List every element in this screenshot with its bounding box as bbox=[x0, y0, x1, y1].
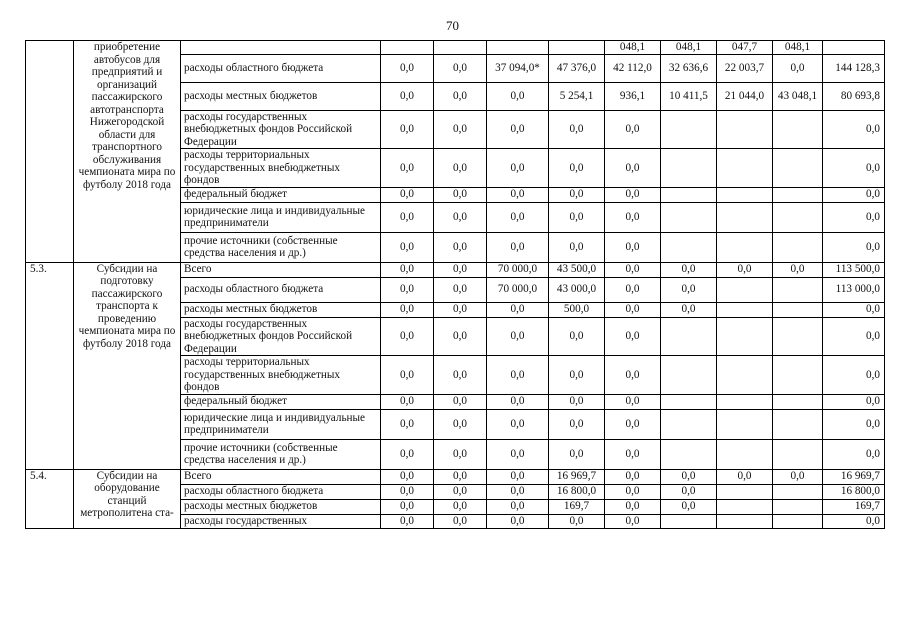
year-value: 10 411,5 bbox=[661, 82, 717, 110]
year-value: 0,0 bbox=[487, 149, 549, 188]
year-value: 500,0 bbox=[549, 302, 605, 317]
year-value: 0,0 bbox=[549, 356, 605, 395]
year-value: 32 636,6 bbox=[661, 54, 717, 82]
year-value: 0,0 bbox=[549, 394, 605, 409]
year-value bbox=[661, 110, 717, 149]
year-value: 0,0 bbox=[661, 262, 717, 277]
year-value bbox=[717, 409, 773, 439]
year-value bbox=[661, 232, 717, 262]
total-value: 0,0 bbox=[823, 110, 885, 149]
year-value bbox=[773, 277, 823, 302]
year-value: 0,0 bbox=[434, 149, 487, 188]
total-value: 0,0 bbox=[823, 439, 885, 469]
total-value: 0,0 bbox=[823, 317, 885, 356]
year-value: 0,0 bbox=[549, 232, 605, 262]
funding-source: расходы местных бюджетов bbox=[181, 82, 381, 110]
year-value: 0,0 bbox=[434, 82, 487, 110]
year-value bbox=[434, 41, 487, 55]
total-value: 16 800,0 bbox=[823, 484, 885, 499]
year-value bbox=[717, 514, 773, 528]
funding-source: расходы государственных внебюджетных фондов Российской Федерации bbox=[181, 317, 381, 356]
year-value: 0,0 bbox=[487, 202, 549, 232]
year-value: 0,0 bbox=[381, 356, 434, 395]
section-number bbox=[26, 41, 74, 263]
year-value bbox=[661, 202, 717, 232]
year-value: 43 048,1 bbox=[773, 82, 823, 110]
total-value: 113 500,0 bbox=[823, 262, 885, 277]
year-value bbox=[773, 302, 823, 317]
year-value: 0,0 bbox=[605, 262, 661, 277]
funding-source: юридические лица и индивидуальные предприниматели bbox=[181, 202, 381, 232]
year-value bbox=[549, 41, 605, 55]
year-value: 048,1 bbox=[661, 41, 717, 55]
total-value: 0,0 bbox=[823, 187, 885, 202]
year-value: 0,0 bbox=[381, 187, 434, 202]
year-value: 0,0 bbox=[434, 202, 487, 232]
year-value: 0,0 bbox=[487, 302, 549, 317]
year-value bbox=[661, 187, 717, 202]
year-value bbox=[661, 514, 717, 528]
total-value: 80 693,8 bbox=[823, 82, 885, 110]
year-value bbox=[661, 317, 717, 356]
year-value: 0,0 bbox=[434, 499, 487, 514]
funding-source: прочие источники (собственные средства населения и др.) bbox=[181, 439, 381, 469]
year-value bbox=[661, 409, 717, 439]
year-value: 0,0 bbox=[605, 394, 661, 409]
year-value: 0,0 bbox=[381, 409, 434, 439]
year-value: 0,0 bbox=[661, 484, 717, 499]
measure-name: приобретение автобусов для предприятий и организаций пассажирского автотранспорта Нижегородской области для транспортного обслуживания чемпионата мира по футболу 2018 года bbox=[74, 41, 181, 263]
year-value: 0,0 bbox=[434, 54, 487, 82]
year-value: 0,0 bbox=[381, 82, 434, 110]
total-value: 0,0 bbox=[823, 356, 885, 395]
year-value: 0,0 bbox=[381, 394, 434, 409]
year-value: 0,0 bbox=[549, 514, 605, 528]
year-value: 0,0 bbox=[381, 110, 434, 149]
year-value: 0,0 bbox=[605, 514, 661, 528]
year-value: 0,0 bbox=[605, 149, 661, 188]
funding-source: расходы местных бюджетов bbox=[181, 302, 381, 317]
year-value: 0,0 bbox=[549, 439, 605, 469]
funding-source: Всего bbox=[181, 469, 381, 484]
year-value bbox=[717, 356, 773, 395]
total-value: 16 969,7 bbox=[823, 469, 885, 484]
year-value: 0,0 bbox=[381, 232, 434, 262]
year-value: 43 000,0 bbox=[549, 277, 605, 302]
year-value: 0,0 bbox=[434, 484, 487, 499]
total-value: 0,0 bbox=[823, 394, 885, 409]
year-value: 0,0 bbox=[487, 409, 549, 439]
year-value: 0,0 bbox=[605, 469, 661, 484]
year-value: 0,0 bbox=[605, 409, 661, 439]
year-value: 0,0 bbox=[773, 54, 823, 82]
funding-source: расходы областного бюджета bbox=[181, 277, 381, 302]
total-value: 0,0 bbox=[823, 202, 885, 232]
year-value: 0,0 bbox=[717, 262, 773, 277]
year-value: 0,0 bbox=[605, 499, 661, 514]
year-value bbox=[717, 317, 773, 356]
year-value: 0,0 bbox=[717, 469, 773, 484]
table-row bbox=[26, 469, 885, 484]
year-value: 22 003,7 bbox=[717, 54, 773, 82]
year-value: 936,1 bbox=[605, 82, 661, 110]
year-value bbox=[661, 356, 717, 395]
year-value: 0,0 bbox=[381, 317, 434, 356]
budget-table bbox=[25, 40, 885, 529]
year-value: 0,0 bbox=[381, 484, 434, 499]
year-value: 0,0 bbox=[487, 187, 549, 202]
year-value: 0,0 bbox=[434, 409, 487, 439]
year-value bbox=[717, 484, 773, 499]
year-value bbox=[773, 439, 823, 469]
funding-source: расходы государственных внебюджетных фондов Российской Федерации bbox=[181, 110, 381, 149]
year-value: 0,0 bbox=[605, 110, 661, 149]
year-value: 0,0 bbox=[605, 277, 661, 302]
year-value bbox=[773, 187, 823, 202]
funding-source: юридические лица и индивидуальные предприниматели bbox=[181, 409, 381, 439]
total-value: 0,0 bbox=[823, 232, 885, 262]
year-value bbox=[661, 149, 717, 188]
year-value: 42 112,0 bbox=[605, 54, 661, 82]
year-value: 0,0 bbox=[434, 469, 487, 484]
year-value: 0,0 bbox=[381, 262, 434, 277]
year-value: 0,0 bbox=[487, 232, 549, 262]
year-value bbox=[773, 499, 823, 514]
year-value bbox=[773, 514, 823, 528]
year-value: 0,0 bbox=[487, 514, 549, 528]
year-value: 0,0 bbox=[434, 514, 487, 528]
table-row bbox=[26, 41, 885, 55]
measure-name: Субсидии на оборудование станций метрополитена ста- bbox=[74, 469, 181, 528]
year-value bbox=[773, 484, 823, 499]
year-value: 0,0 bbox=[605, 317, 661, 356]
year-value: 0,0 bbox=[549, 187, 605, 202]
year-value: 21 044,0 bbox=[717, 82, 773, 110]
year-value: 0,0 bbox=[487, 439, 549, 469]
year-value: 0,0 bbox=[773, 469, 823, 484]
year-value: 0,0 bbox=[487, 110, 549, 149]
year-value: 0,0 bbox=[661, 469, 717, 484]
year-value bbox=[717, 394, 773, 409]
year-value bbox=[717, 202, 773, 232]
year-value: 43 500,0 bbox=[549, 262, 605, 277]
year-value: 0,0 bbox=[605, 356, 661, 395]
year-value bbox=[717, 439, 773, 469]
year-value bbox=[773, 409, 823, 439]
year-value: 70 000,0 bbox=[487, 277, 549, 302]
funding-source: расходы областного бюджета bbox=[181, 54, 381, 82]
year-value: 0,0 bbox=[487, 484, 549, 499]
year-value bbox=[661, 439, 717, 469]
funding-source: расходы территориальных государственных внебюджетных фондов bbox=[181, 149, 381, 188]
year-value: 0,0 bbox=[549, 409, 605, 439]
year-value bbox=[717, 110, 773, 149]
total-value: 144 128,3 bbox=[823, 54, 885, 82]
year-value: 0,0 bbox=[605, 439, 661, 469]
year-value: 0,0 bbox=[381, 202, 434, 232]
year-value: 0,0 bbox=[381, 469, 434, 484]
table-row bbox=[26, 262, 885, 277]
year-value: 0,0 bbox=[434, 302, 487, 317]
measure-name: Субсидии на подготовку пассажирского транспорта к проведению чемпионата мира по футболу 2018 года bbox=[74, 262, 181, 469]
section-number: 5.3. bbox=[26, 262, 74, 469]
year-value: 0,0 bbox=[549, 149, 605, 188]
year-value bbox=[773, 394, 823, 409]
total-value: 0,0 bbox=[823, 302, 885, 317]
year-value: 37 094,0* bbox=[487, 54, 549, 82]
year-value: 0,0 bbox=[434, 439, 487, 469]
year-value: 0,0 bbox=[605, 202, 661, 232]
year-value: 0,0 bbox=[605, 187, 661, 202]
total-value: 113 000,0 bbox=[823, 277, 885, 302]
total-value: 169,7 bbox=[823, 499, 885, 514]
year-value bbox=[717, 277, 773, 302]
funding-source: расходы государственных bbox=[181, 514, 381, 528]
year-value: 0,0 bbox=[661, 499, 717, 514]
year-value: 0,0 bbox=[434, 187, 487, 202]
year-value: 70 000,0 bbox=[487, 262, 549, 277]
year-value: 048,1 bbox=[773, 41, 823, 55]
year-value: 0,0 bbox=[605, 232, 661, 262]
year-value: 048,1 bbox=[605, 41, 661, 55]
year-value: 0,0 bbox=[381, 514, 434, 528]
year-value: 47 376,0 bbox=[549, 54, 605, 82]
section-number: 5.4. bbox=[26, 469, 74, 528]
funding-source: расходы территориальных государственных внебюджетных фондов bbox=[181, 356, 381, 395]
total-value bbox=[823, 41, 885, 55]
funding-source: прочие источники (собственные средства населения и др.) bbox=[181, 232, 381, 262]
funding-source: федеральный бюджет bbox=[181, 187, 381, 202]
year-value: 16 800,0 bbox=[549, 484, 605, 499]
year-value: 0,0 bbox=[381, 439, 434, 469]
year-value: 0,0 bbox=[487, 82, 549, 110]
year-value: 0,0 bbox=[381, 302, 434, 317]
year-value bbox=[773, 149, 823, 188]
funding-source bbox=[181, 41, 381, 55]
year-value: 0,0 bbox=[434, 394, 487, 409]
year-value: 047,7 bbox=[717, 41, 773, 55]
year-value bbox=[717, 302, 773, 317]
year-value bbox=[773, 232, 823, 262]
year-value: 0,0 bbox=[487, 317, 549, 356]
year-value: 0,0 bbox=[661, 302, 717, 317]
total-value: 0,0 bbox=[823, 514, 885, 528]
table-body bbox=[26, 41, 885, 529]
year-value: 169,7 bbox=[549, 499, 605, 514]
year-value: 0,0 bbox=[487, 469, 549, 484]
year-value: 16 969,7 bbox=[549, 469, 605, 484]
year-value: 0,0 bbox=[434, 356, 487, 395]
year-value: 0,0 bbox=[434, 262, 487, 277]
year-value: 0,0 bbox=[434, 110, 487, 149]
year-value bbox=[661, 394, 717, 409]
year-value: 0,0 bbox=[549, 317, 605, 356]
year-value: 0,0 bbox=[487, 394, 549, 409]
year-value bbox=[773, 202, 823, 232]
year-value: 0,0 bbox=[549, 202, 605, 232]
year-value: 5 254,1 bbox=[549, 82, 605, 110]
year-value: 0,0 bbox=[605, 484, 661, 499]
funding-source: расходы областного бюджета bbox=[181, 484, 381, 499]
year-value: 0,0 bbox=[381, 499, 434, 514]
year-value bbox=[773, 317, 823, 356]
funding-source: Всего bbox=[181, 262, 381, 277]
year-value: 0,0 bbox=[661, 277, 717, 302]
year-value bbox=[717, 499, 773, 514]
year-value: 0,0 bbox=[434, 232, 487, 262]
year-value bbox=[717, 232, 773, 262]
total-value: 0,0 bbox=[823, 409, 885, 439]
year-value bbox=[381, 41, 434, 55]
year-value: 0,0 bbox=[381, 149, 434, 188]
page-number: 70 bbox=[446, 18, 459, 33]
funding-source: федеральный бюджет bbox=[181, 394, 381, 409]
year-value: 0,0 bbox=[773, 262, 823, 277]
year-value: 0,0 bbox=[434, 277, 487, 302]
year-value: 0,0 bbox=[487, 356, 549, 395]
year-value: 0,0 bbox=[434, 317, 487, 356]
year-value: 0,0 bbox=[549, 110, 605, 149]
funding-source: расходы местных бюджетов bbox=[181, 499, 381, 514]
year-value bbox=[717, 187, 773, 202]
year-value bbox=[717, 149, 773, 188]
total-value: 0,0 bbox=[823, 149, 885, 188]
year-value: 0,0 bbox=[381, 54, 434, 82]
year-value bbox=[487, 41, 549, 55]
year-value: 0,0 bbox=[381, 277, 434, 302]
year-value: 0,0 bbox=[605, 302, 661, 317]
year-value bbox=[773, 356, 823, 395]
year-value bbox=[773, 110, 823, 149]
year-value: 0,0 bbox=[487, 499, 549, 514]
